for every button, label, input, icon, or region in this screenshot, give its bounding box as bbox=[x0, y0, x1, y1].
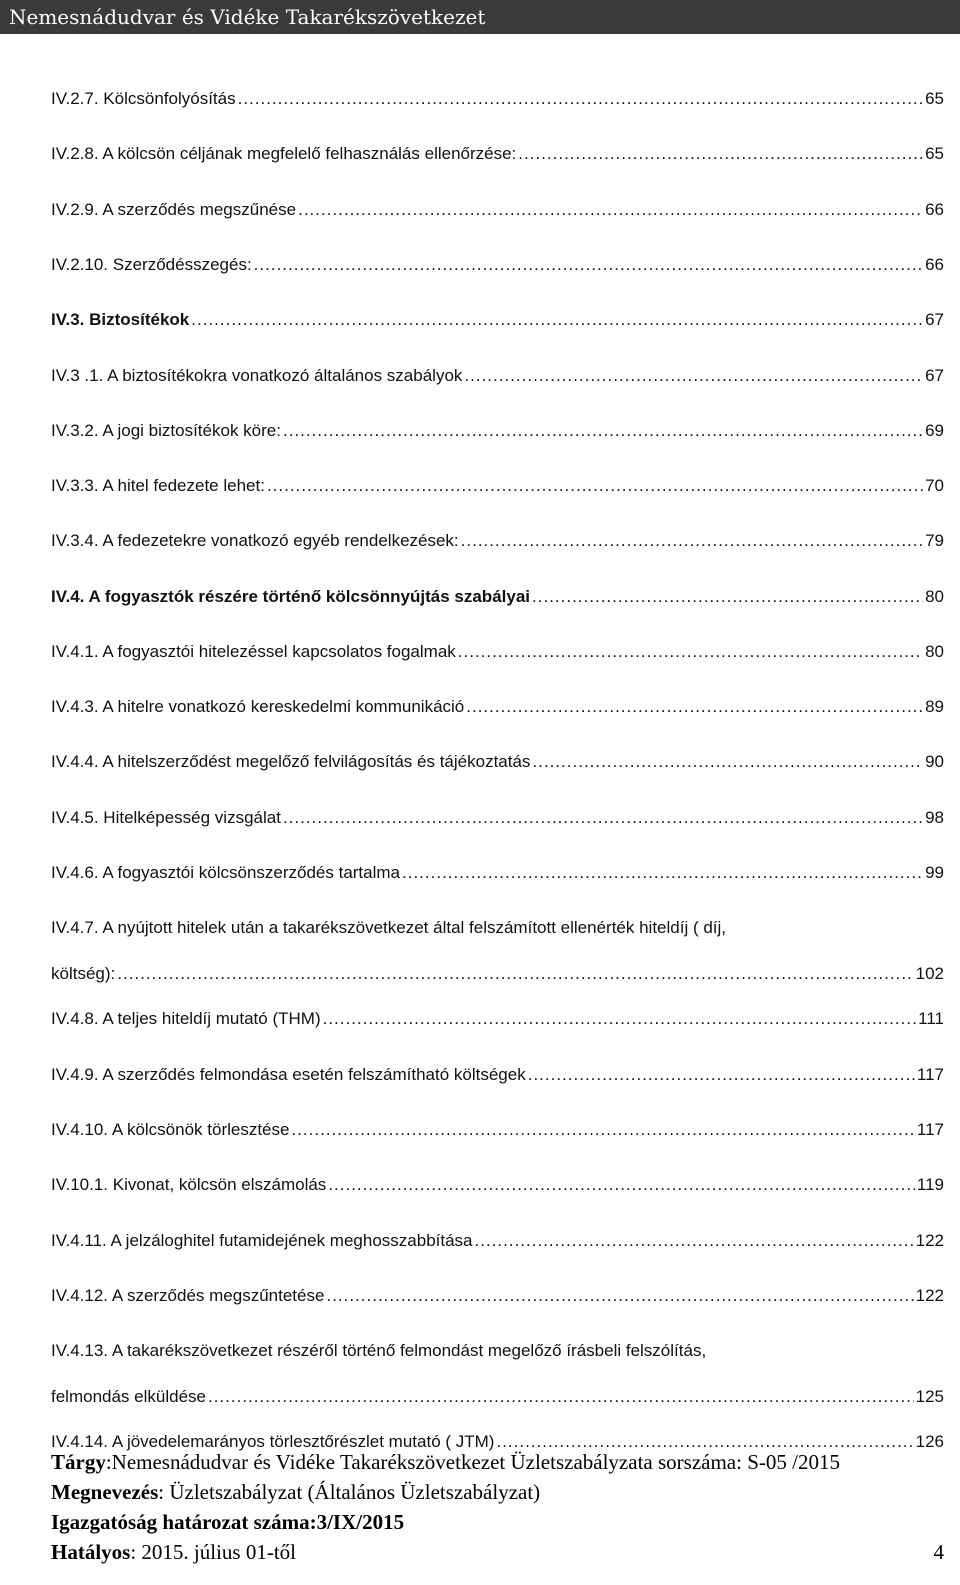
toc-leader-dots bbox=[326, 1278, 913, 1314]
footer-resolution bbox=[51, 1508, 944, 1536]
toc-entry-title: IV.3. Biztosítékok bbox=[51, 310, 190, 329]
toc-leader-dots bbox=[298, 192, 923, 228]
toc-entry-page: 102 bbox=[915, 964, 944, 983]
toc-entry-title: IV.3.3. A hitel fedezete lehet: bbox=[51, 476, 265, 495]
toc-entry[interactable] bbox=[51, 634, 944, 670]
toc-entry-page: 80 bbox=[925, 587, 944, 606]
toc-entry[interactable] bbox=[51, 910, 944, 992]
toc-entry-title: IV.2.8. A kölcsön céljának megfelelő felhasználás ellenőrzése: bbox=[51, 144, 517, 163]
toc-entry-title: költség): bbox=[51, 964, 116, 983]
toc-entry-page: 69 bbox=[925, 421, 944, 440]
toc-entry-page: 122 bbox=[915, 1286, 944, 1305]
toc-leader-dots bbox=[528, 1057, 915, 1093]
toc-entry[interactable] bbox=[51, 1112, 944, 1148]
toc-entry[interactable] bbox=[51, 192, 944, 228]
toc-leader-dots bbox=[532, 579, 923, 615]
toc-entry[interactable] bbox=[51, 523, 944, 559]
toc-leader-dots bbox=[328, 1167, 915, 1203]
toc-entry[interactable] bbox=[51, 1223, 944, 1259]
toc-leader-dots bbox=[518, 136, 923, 172]
toc-leader-dots bbox=[208, 1379, 914, 1415]
toc-entry-title: IV.4. A fogyasztók részére történő kölcsönnyújtás szabályai bbox=[51, 587, 531, 606]
footer-designation-value: : Üzletszabályzat (Általános Üzletszabályzat) bbox=[158, 1480, 541, 1504]
toc-leader-dots bbox=[238, 81, 923, 117]
toc-entry[interactable] bbox=[51, 302, 944, 338]
toc-entry-title: felmondás elküldése bbox=[51, 1387, 206, 1406]
footer-resolution-value: :3/IX/2015 bbox=[309, 1510, 405, 1534]
toc-leader-dots bbox=[464, 358, 923, 394]
footer-subject-value: :Nemesnádudvar és Vidéke Takarékszövetkezet Üzletszabályzata sorszáma: S-05 /2015 bbox=[105, 1450, 840, 1474]
toc-entry-title: IV.4.4. A hitelszerződést megelőző felvilágosítás és tájékoztatás bbox=[51, 752, 531, 771]
document-header bbox=[0, 0, 960, 34]
toc-entry[interactable] bbox=[51, 800, 944, 836]
toc-entry-page: 67 bbox=[925, 366, 944, 385]
footer-effective-value: : 2015. július 01-től bbox=[130, 1540, 297, 1564]
toc-leader-dots bbox=[461, 523, 923, 559]
footer-designation-label: Megnevezés bbox=[51, 1480, 159, 1504]
toc-entry-title: IV.4.3. A hitelre vonatkozó kereskedelmi kommunikáció bbox=[51, 697, 465, 716]
toc-entry-page: 70 bbox=[925, 476, 944, 495]
toc-entry-page: 90 bbox=[925, 752, 944, 771]
toc-entry-title: IV.3 .1. A biztosítékokra vonatkozó általános szabályok bbox=[51, 366, 463, 385]
toc-entry-title: IV.4.11. A jelzáloghitel futamidejének meghosszabbítása bbox=[51, 1231, 473, 1250]
toc-entry[interactable] bbox=[51, 468, 944, 504]
footer-subject bbox=[51, 1448, 944, 1476]
toc-entry-title: IV.4.9. A szerződés felmondása esetén felszámítható költségek bbox=[51, 1065, 526, 1084]
toc-entry-page: 126 bbox=[915, 1432, 944, 1451]
header-title: Nemesnádudvar és Vidéke Takarékszövetkezet bbox=[9, 5, 486, 29]
toc-entry-page: 79 bbox=[925, 531, 944, 550]
toc-entry[interactable] bbox=[51, 1057, 944, 1093]
toc-entry-title: IV.2.9. A szerződés megszűnése bbox=[51, 200, 297, 219]
toc-entry-title: IV.4.5. Hitelképesség vizsgálat bbox=[51, 808, 281, 827]
toc-entry[interactable] bbox=[51, 413, 944, 449]
toc-entry-page: 65 bbox=[925, 89, 944, 108]
toc-leader-dots bbox=[267, 468, 923, 504]
toc-entry[interactable] bbox=[51, 1333, 944, 1415]
toc-leader-dots bbox=[532, 744, 923, 780]
toc-entry-title: IV.10.1. Kivonat, kölcsön elszámolás bbox=[51, 1175, 327, 1194]
toc-entry-title: IV.4.6. A fogyasztói kölcsönszerződés tartalma bbox=[51, 863, 401, 882]
footer-subject-label: Tárgy bbox=[51, 1450, 106, 1474]
toc-entry[interactable] bbox=[51, 1278, 944, 1314]
toc-entry-title: IV.2.7. Kölcsönfolyósítás bbox=[51, 89, 236, 108]
footer-designation bbox=[51, 1478, 944, 1506]
toc-entry[interactable] bbox=[51, 1167, 944, 1203]
toc-entry[interactable] bbox=[51, 689, 944, 725]
toc-leader-dots bbox=[291, 1112, 914, 1148]
toc-entry-title: IV.4.8. A teljes hiteldíj mutató (THM) bbox=[51, 1009, 321, 1028]
footer-effective bbox=[51, 1538, 944, 1566]
toc-entry[interactable] bbox=[51, 579, 944, 615]
toc-leader-dots bbox=[254, 247, 923, 283]
toc-entry-page: 66 bbox=[925, 200, 944, 219]
toc-leader-dots bbox=[475, 1223, 914, 1259]
toc-entry-page: 89 bbox=[925, 697, 944, 716]
toc-entry[interactable] bbox=[51, 1001, 944, 1037]
toc-entry-page: 99 bbox=[925, 863, 944, 882]
toc-entry-title: IV.4.12. A szerződés megszűntetése bbox=[51, 1286, 325, 1305]
toc-entry[interactable] bbox=[51, 247, 944, 283]
toc-entry-page: 111 bbox=[918, 1009, 944, 1028]
toc-entry-title: IV.4.1. A fogyasztói hitelezéssel kapcsolatos fogalmak bbox=[51, 642, 456, 661]
toc-entry-page: 117 bbox=[916, 1120, 944, 1139]
toc-entry-page: 80 bbox=[925, 642, 944, 661]
toc-entry-title: IV.2.10. Szerződésszegés: bbox=[51, 255, 252, 274]
toc-entry[interactable] bbox=[51, 81, 944, 117]
toc-leader-dots bbox=[283, 800, 923, 836]
toc-entry[interactable] bbox=[51, 855, 944, 891]
toc-leader-dots bbox=[466, 689, 923, 725]
toc-entry-title: IV.3.2. A jogi biztosítékok köre: bbox=[51, 421, 281, 440]
toc-entry-page: 67 bbox=[925, 310, 944, 329]
toc-entry[interactable] bbox=[51, 744, 944, 780]
footer-effective-label: Hatályos bbox=[51, 1540, 131, 1564]
toc-entry-page: 66 bbox=[925, 255, 944, 274]
toc-leader-dots bbox=[283, 413, 923, 449]
toc-entry-page: 119 bbox=[916, 1175, 944, 1194]
toc-entry-page: 125 bbox=[915, 1387, 944, 1406]
toc-leader-dots bbox=[323, 1001, 917, 1037]
page-number: 4 bbox=[933, 1540, 944, 1564]
toc-leader-dots bbox=[402, 855, 923, 891]
toc-leader-dots bbox=[458, 634, 923, 670]
footer-resolution-label: Igazgatóság határozat száma bbox=[51, 1510, 310, 1534]
toc-entry-title-line: IV.4.13. A takarékszövetkezet részéről történő felmondást megelőző írásbeli felszólítás, bbox=[51, 1341, 707, 1360]
toc-entry[interactable] bbox=[51, 136, 944, 172]
toc-leader-dots bbox=[117, 956, 913, 992]
toc-entry-page: 122 bbox=[915, 1231, 944, 1250]
toc-entry-title: IV.4.14. A jövedelemarányos törlesztőrészlet mutató ( JTM) bbox=[51, 1432, 495, 1451]
toc-entry[interactable] bbox=[51, 358, 944, 394]
toc-entry-title-line: IV.4.7. A nyújtott hitelek után a takarékszövetkezet által felszámított ellenérték hiteldíj ( díj, bbox=[51, 918, 727, 937]
toc-entry-page: 98 bbox=[925, 808, 944, 827]
toc-leader-dots bbox=[191, 302, 923, 338]
toc-entry-page: 65 bbox=[925, 144, 944, 163]
toc-entry-page: 117 bbox=[916, 1065, 944, 1084]
toc-entry-title: IV.4.10. A kölcsönök törlesztése bbox=[51, 1120, 290, 1139]
toc-entry-title: IV.3.4. A fedezetekre vonatkozó egyéb rendelkezések: bbox=[51, 531, 459, 550]
